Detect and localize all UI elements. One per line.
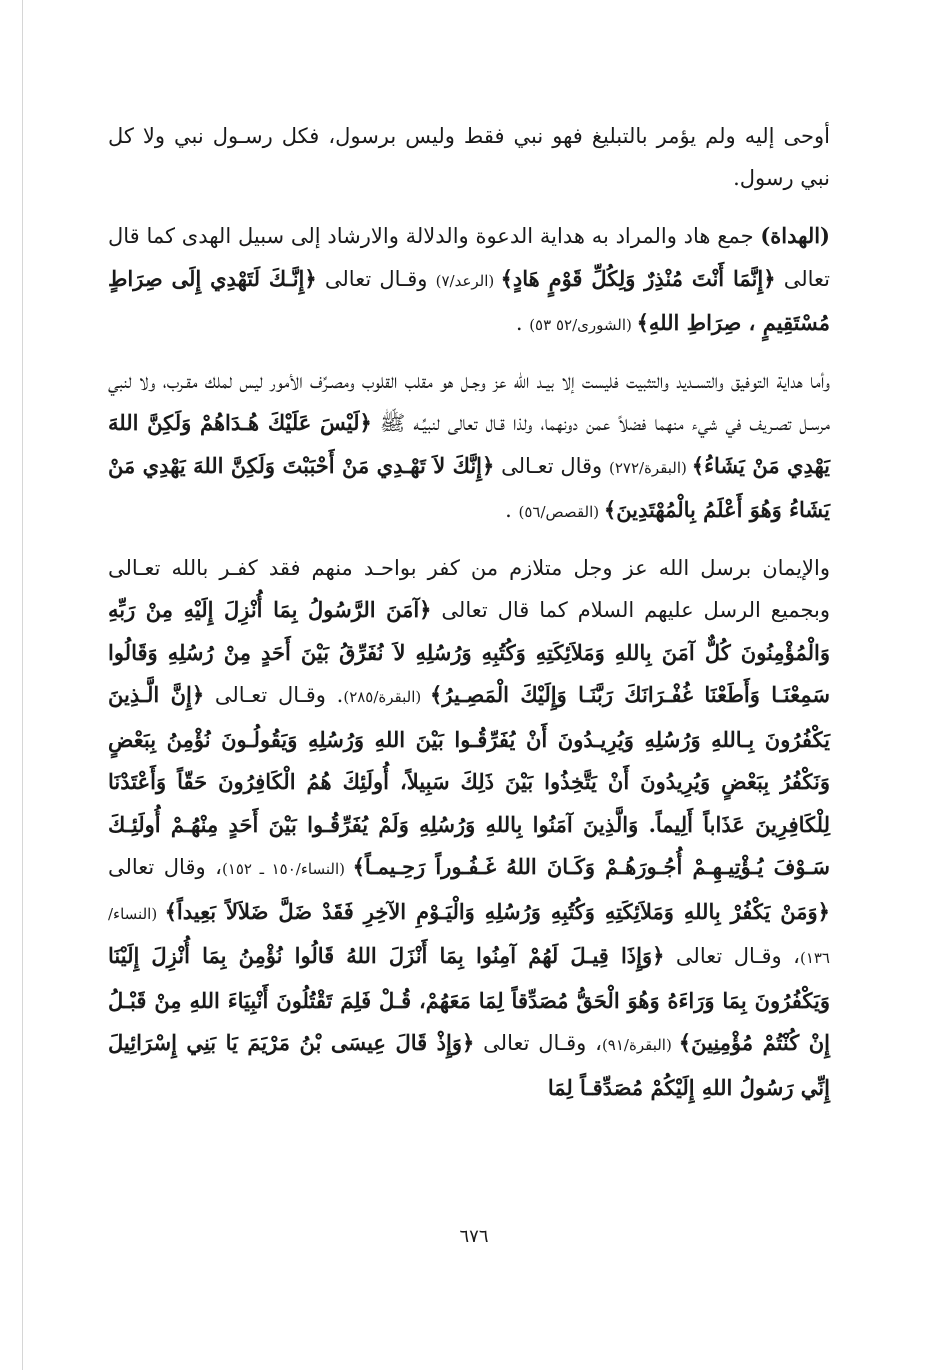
paragraph-text: . (505, 498, 519, 522)
quran-verse: ﴿إِنَّـكَ لَتَهْدِي إِلَى صِرَاطٍ مُسْتَقِيمٍ ، صِرَاطِ اللهِ﴾ (108, 265, 830, 335)
quran-verse: ﴿إِنَّمَا أَنْتَ مُنْذِرٌ وَلِكُلِّ قَوْمٍ هَادٍ﴾ (500, 265, 776, 291)
verse-reference: (القصص/٥٦) (518, 503, 604, 521)
paragraph-2 (108, 215, 830, 347)
paragraph-text: . وقـال تعـالى (204, 683, 344, 707)
paragraph-text: وأما هداية التوفيق والتسـديد والتثبيت فليست إلا بيـد الله عز وجـل هو مقلب القلوب ومصـرِّف الأمور ليس لملك مقـرب، ولا لنبي مرسـل تصـريف في شيء منهما فضلاً عمن دونهما، ولذا قـال تعالى لنبيِّـه ﷺ (108, 368, 830, 435)
paragraph-text: وقال تعـالى (494, 453, 609, 478)
paragraph-4 (108, 548, 830, 1110)
paragraph-text: أوحى إليه ولم يؤمر بالتبليغ فهو نبي فقط وليس برسول، فكل رسـول نبي ولا كل نبي رسول. (108, 124, 830, 190)
page-body (108, 116, 830, 1109)
verse-reference: (النساء/١٣٦) (108, 904, 830, 967)
paragraph-text: ، وقـال تعالى (664, 944, 800, 968)
verse-reference: (البقرة/٩١) (601, 1036, 679, 1054)
paragraph-text: . (515, 311, 530, 335)
paragraph-text: والإيمان برسل الله عز وجل متلازم من كفر بواحـد منهم فقد كفـر بالله تعـالى وبجميع الرسل عليهم السلام كما قال تعالى (108, 555, 830, 622)
quran-verse: ﴿وَإِذْ قَالَ عِيسَى بْنُ مَرْيَمَ يَا بَنِي إِسْرَائِيلَ إِنِّي رَسُولُ اللهِ إِلَيْكُمْ مُصَدِّقـاً لِمَا (108, 1030, 830, 1100)
quran-verse: ﴿إِنَّكَ لاَ تَهْـدِي مَنْ أَحْبَبْتَ وَلَكِنَّ اللهَ يَهْدِي مَنْ يَشَاءُ وَهُوَ أَعْلَمُ بِالْمُهْتَدِينَ﴾ (108, 452, 830, 522)
paragraph-1 (108, 116, 830, 199)
paragraph-text: ، وقـال تعالى (474, 1031, 602, 1055)
paragraph-text: وقـال تعالى (316, 266, 436, 291)
quran-verse: ﴿لَيْسَ عَلَيْكَ هُـدَاهُمْ وَلَكِنَّ اللهَ يَهْدِي مَنْ يَشَاءُ﴾ (108, 410, 831, 478)
quran-verse: ﴿وَمَنْ يَكْفُرْ بِاللهِ وَمَلاَئِكَتِهِ وَكُتُبِهِ وَرُسُلِهِ وَالْيَـوْمِ الآخِرِ فَقَدْ ضَلَّ ضَلاَلاً بَعِيداً﴾ (164, 898, 830, 924)
page-number: ٦٧٦ (459, 1226, 489, 1247)
paragraph-text: ، وقال تعالى (108, 855, 222, 879)
verse-reference: (النساء/١٥٠ ـ ١٥٢) (221, 860, 353, 878)
verse-reference: (الشورى/٥٢ ٥٣) (529, 316, 637, 334)
verse-reference: (البقرة/٢٨٥) (343, 688, 431, 706)
page-edge-line (22, 0, 23, 1370)
quran-verse: ﴿وَإِذَا قِيـلَ لَهُمْ آمِنُوا بِمَا أَنْزَلَ اللهُ قَالُوا نُؤْمِنُ بِمَا أُنْزِلَ إِلَيْنَا وَيَكْفُرُونَ بِمَا وَرَاءَهُ وَهُوَ الْحَقُّ مُصَدِّقاً لِمَا مَعَهُمْ، قُـلْ فَلِمَ تَقْتُلُونَ أَنْبِيَاءَ اللهِ مِنْ قَبْـلُ إِنْ كُنْتُمْ مُؤْمِنِينَ﴾ (108, 943, 830, 1055)
verse-reference: (الرعد/٧) (435, 271, 501, 290)
quran-verse: ﴿آمَنَ الرَّسُولُ بِمَا أُنْزِلَ إِلَيْهِ مِنْ رَبِّهِ وَالْمُؤْمِنُونَ كُلٌّ آمَنَ بِاللهِ وَمَلاَئِكَتِهِ وَكُتُبِهِ وَرُسُلِهِ لاَ نُفَرِّقُ بَيْنَ أَحَدٍ مِنْ رُسُلِهِ وَقَالُوا سَمِعْنَـا وَأَطَعْنَا غُفْـرَانَكَ رَبَّنَـا وَإِلَيْكَ الْمَصِـيرُ﴾ (108, 597, 830, 707)
paragraph-text: جمع هاد والمراد به هداية الدعوة والدلالة والارشاد إلى سبيل الهدى كما قال تعالى (108, 224, 830, 291)
verse-reference: (البقرة/٢٧٢) (608, 458, 692, 477)
quran-verse: ﴿إِنَّ الَّـذِينَ يَكْفُرُونَ بِـاللهِ وَرُسُلِهِ وَيُرِيـدُونَ أَنْ يُفَرِّقُـوا بَيْنَ اللهِ وَرُسُلِهِ وَيَقُولُـونَ نُؤْمِنُ بِبَعْضٍ وَنَكْفُرُ بِبَعْضٍ وَيُرِيدُونَ أَنْ يَتَّخِذُوا بَيْنَ ذَلِكَ سَبِيلاً، أُولَئِكَ هُمُ الْكَافِرُونَ حَقّاً وَأَعْتَدْنَا لِلْكَافِرِينَ عَذَاباً أَلِيماً. وَالَّذِينَ آمَنُوا بِاللهِ وَرُسُلِهِ وَلَمْ يُفَرِّقُـوا بَيْنَ أَحَدٍ مِنْهُـمْ أُولَئِـكَ سَـوْفَ يُـؤْتِيـهِـمْ أُجُـورَهُـمْ وَكَـانَ اللهُ غَـفُـوراً رَحِـيمـاً﴾ (108, 682, 830, 879)
paragraph-3 (108, 361, 830, 534)
section-head-hudat: (الهداة) (760, 223, 830, 248)
